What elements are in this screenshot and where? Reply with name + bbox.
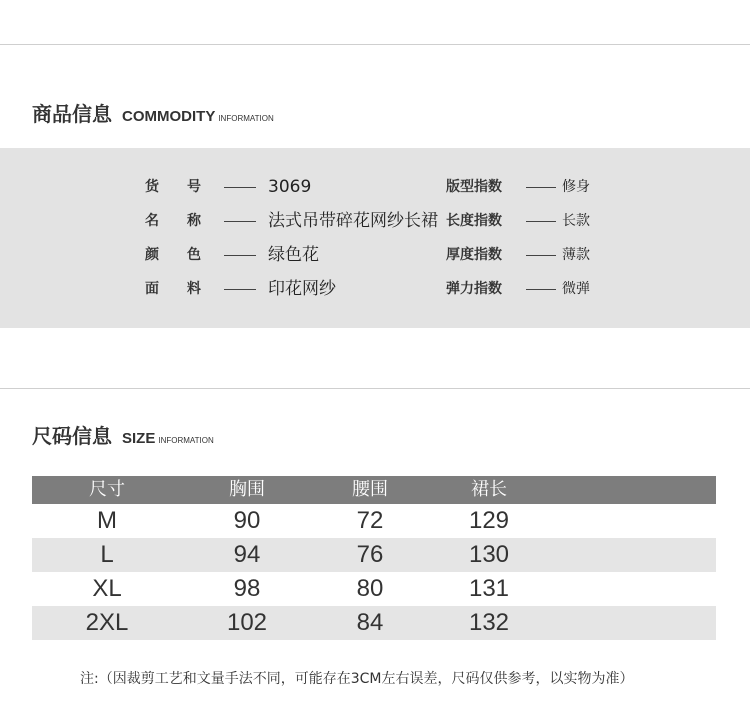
- attr-right-value: 微弹: [562, 281, 590, 297]
- size-title-en: SIZE: [122, 430, 156, 447]
- table-row: [32, 504, 716, 538]
- attr-right-label: 弹力指数: [446, 281, 502, 297]
- header-cell-size: 尺寸: [89, 479, 125, 500]
- table-cell: L: [100, 541, 114, 568]
- attr-label: 面 料: [145, 281, 201, 297]
- attr-label: 名 称: [145, 213, 201, 229]
- header-cell-waist: 腰围: [352, 479, 388, 500]
- attr-right-value: 修身: [562, 179, 590, 195]
- attr-dash: [224, 221, 256, 222]
- attr-right-label: 长度指数: [446, 213, 502, 229]
- attr-value: 3069: [268, 177, 312, 197]
- attr-label: 颜 色: [145, 247, 201, 263]
- commodity-info-band: [0, 148, 750, 328]
- size-table-header: [32, 476, 716, 504]
- attr-right-value: 薄款: [562, 247, 590, 263]
- attr-row-color: [0, 240, 750, 270]
- table-cell: 132: [468, 609, 510, 636]
- attr-dash: [224, 289, 256, 290]
- attr-dash: [224, 255, 256, 256]
- attr-row-name: [0, 206, 750, 236]
- attr-right-value: 长款: [562, 213, 590, 229]
- table-cell: 102: [226, 609, 268, 636]
- table-cell: 129: [468, 507, 510, 534]
- attr-dash: [526, 255, 556, 256]
- table-cell: 98: [233, 575, 261, 602]
- attr-dash: [224, 187, 256, 188]
- attr-row-fabric: [0, 274, 750, 304]
- table-cell: 90: [233, 507, 261, 534]
- top-divider: [0, 44, 750, 45]
- table-cell: 76: [356, 541, 384, 568]
- attr-label: 货 号: [145, 179, 201, 195]
- table-cell: 84: [356, 609, 384, 636]
- table-row: [32, 606, 716, 640]
- size-title-cn: 尺码信息: [32, 424, 112, 448]
- header-cell-bust: 胸围: [229, 479, 265, 500]
- header-cell-length: 裙长: [471, 479, 507, 500]
- commodity-title-en: COMMODITY: [122, 108, 216, 125]
- table-cell: 94: [233, 541, 261, 568]
- table-row: [32, 538, 716, 572]
- size-table: [32, 476, 716, 640]
- attr-right-label: 厚度指数: [446, 247, 502, 263]
- table-cell: XL: [92, 575, 122, 602]
- table-cell: 72: [356, 507, 384, 534]
- attr-value: 绿色花: [268, 245, 319, 265]
- table-cell: M: [97, 507, 117, 534]
- attr-right-label: 版型指数: [446, 179, 502, 195]
- attr-value: 印花网纱: [268, 279, 336, 299]
- commodity-title-cn: 商品信息: [32, 102, 112, 126]
- table-cell: 130: [468, 541, 510, 568]
- middle-divider: [0, 388, 750, 389]
- size-note: 注:（因裁剪工艺和文量手法不同，可能存在3CM左右误差，尺码仅供参考，以实物为准）: [80, 671, 634, 687]
- table-cell: 131: [468, 575, 510, 602]
- attr-dash: [526, 221, 556, 222]
- size-title-en-small: INFORMATION: [158, 436, 214, 445]
- attr-row-item-no: [0, 172, 750, 202]
- table-cell: 2XL: [85, 609, 129, 636]
- table-row: [32, 572, 716, 606]
- table-cell: 80: [356, 575, 384, 602]
- attr-dash: [526, 289, 556, 290]
- attr-dash: [526, 187, 556, 188]
- commodity-title-en-small: INFORMATION: [218, 114, 274, 123]
- commodity-section-title: [32, 98, 274, 127]
- attr-value: 法式吊带碎花网纱长裙: [268, 211, 438, 231]
- size-section-title: [32, 420, 214, 449]
